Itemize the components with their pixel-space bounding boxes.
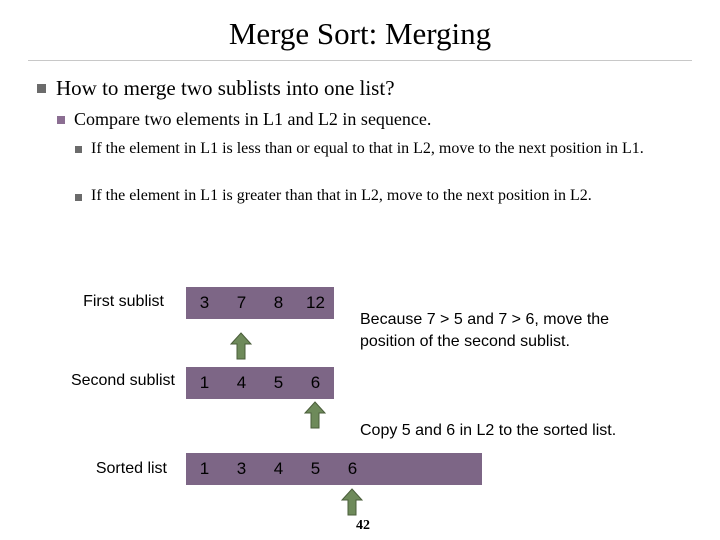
sorted-list-cell: 3: [223, 453, 260, 485]
square-bullet-icon: [75, 146, 82, 153]
sorted-list-label: Sorted list: [95, 460, 167, 477]
second-sublist-cell: 5: [260, 367, 297, 399]
second-sublist-cell: 1: [186, 367, 223, 399]
second-sublist-label: Second sublist: [70, 372, 175, 389]
square-bullet-icon: [75, 194, 82, 201]
because-note: Because 7 > 5 and 7 > 6, move the position of the second sublist.: [360, 311, 610, 350]
square-bullet-icon: [37, 84, 46, 93]
sorted-list-cell: 6: [334, 453, 371, 485]
bullet-level3: If the element in L1 is greater than that in L2, move to the next position in L2.: [91, 187, 592, 204]
sorted-list-cell: 1: [186, 453, 223, 485]
page-number: 42: [356, 518, 370, 533]
slide-title: Merge Sort: Merging: [228, 16, 492, 51]
first-sublist-cell: 3: [186, 287, 223, 319]
first-sublist-cell: 8: [260, 287, 297, 319]
bullet-level3: If the element in L1 is less than or equal to that in L2, move to the next position in L1.: [91, 140, 644, 157]
bullet-level1: How to merge two sublists into one list?: [56, 76, 395, 100]
sorted-list-cell: [408, 453, 445, 485]
square-bullet-icon: [57, 116, 65, 124]
sorted-list-cell: [445, 453, 482, 485]
sorted-list-cell: 5: [297, 453, 334, 485]
first-sublist-label: First sublist: [83, 293, 164, 310]
copy-note: Copy 5 and 6 in L2 to the sorted list.: [360, 422, 617, 439]
up-arrow-icon: [304, 401, 326, 429]
up-arrow-icon: [230, 332, 252, 360]
second-sublist-cell: 4: [223, 367, 260, 399]
sorted-list-cell: [371, 453, 408, 485]
first-sublist-cell: 12: [297, 287, 334, 319]
title-divider: [28, 60, 692, 61]
bullet-level2: Compare two elements in L1 and L2 in sequence.: [74, 109, 432, 129]
sorted-list-cell: 4: [260, 453, 297, 485]
first-sublist-cell: 7: [223, 287, 260, 319]
second-sublist-cell: 6: [297, 367, 334, 399]
up-arrow-icon: [341, 488, 363, 516]
